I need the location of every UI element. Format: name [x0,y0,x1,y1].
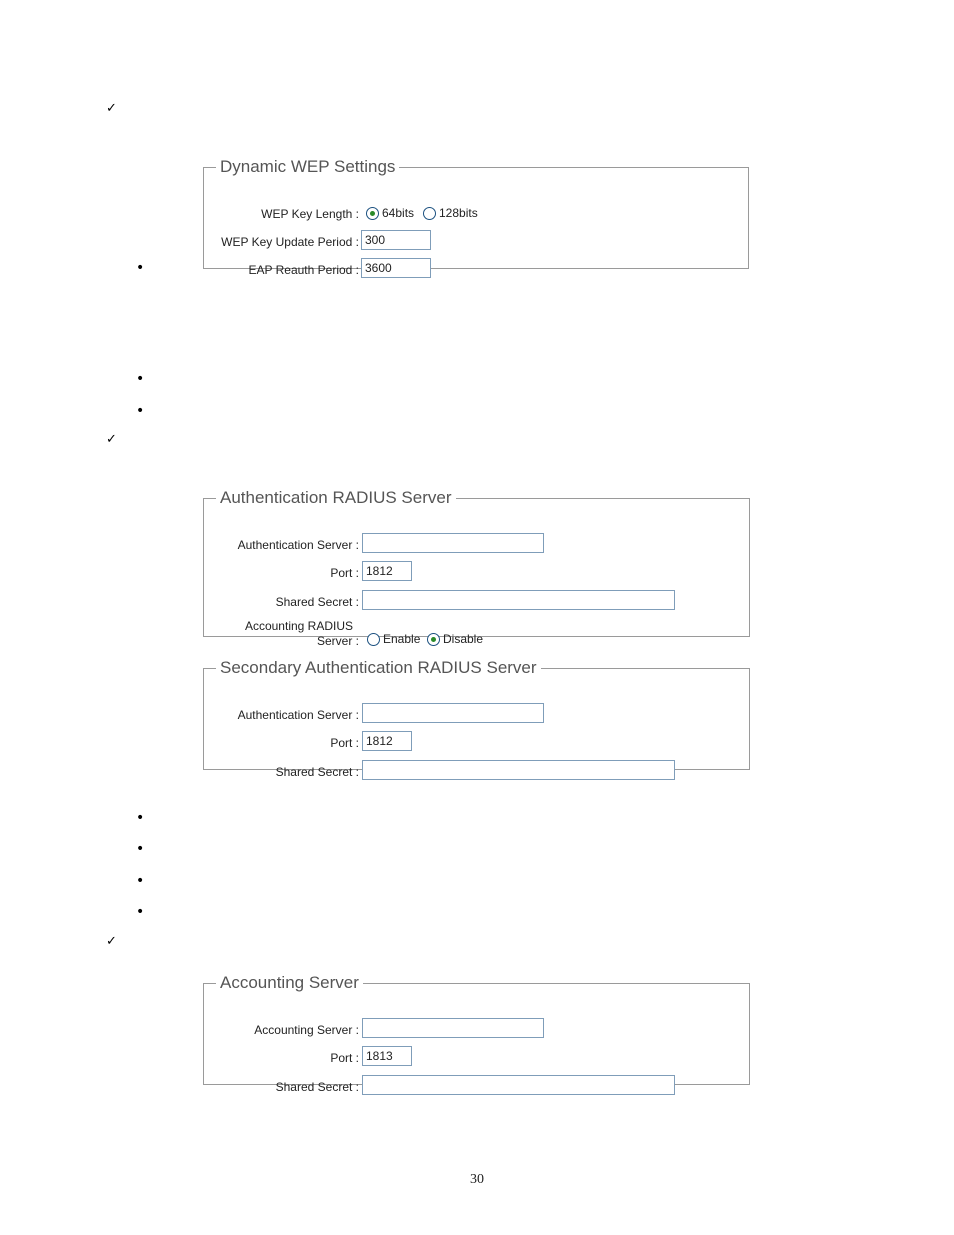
radio-enable-label: Enable [383,632,421,646]
page-number: 30 [470,1172,484,1187]
radio-128bits-indicator[interactable] [423,207,436,220]
radio-64bits[interactable] [366,206,414,220]
wep-update-period-label: WEP Key Update Period : [221,235,359,249]
accounting-server-panel [203,973,750,1094]
auth-secret-label: Shared Secret : [275,595,359,609]
accounting-port-label: Port : [330,1051,359,1065]
auth-server-input[interactable] [362,533,544,553]
auth-port-label: Port : [330,566,359,580]
secondary-radius-title: Secondary Authentication RADIUS Server [220,658,537,677]
bullet-6: • [136,873,145,889]
secondary-server-label: Authentication Server : [237,708,359,722]
radio-128bits-label: 128bits [439,206,478,220]
secondary-port-row [204,734,359,756]
check-mark-2: ✓ [106,432,117,447]
wep-key-length-row [204,205,359,227]
accounting-secret-row [204,1078,359,1100]
wep-key-length-label: WEP Key Length : [261,207,359,221]
bullet-5: • [136,841,145,857]
radio-disable-indicator[interactable] [427,633,440,646]
auth-server-row [204,536,359,558]
radio-disable[interactable] [427,632,483,646]
secondary-radius-panel [203,658,750,779]
auth-secret-input[interactable] [362,590,675,610]
secondary-secret-input[interactable] [362,760,675,780]
wep-update-period-input[interactable]: 300 [361,230,431,250]
accounting-port-input[interactable]: 1813 [362,1046,412,1066]
bullet-1: • [136,260,145,276]
auth-radius-title: Authentication RADIUS Server [220,488,452,507]
auth-radius-panel [203,488,750,648]
auth-port-input[interactable]: 1812 [362,561,412,581]
radio-disable-label: Disable [443,632,484,646]
eap-reauth-period-label: EAP Reauth Period : [248,263,359,277]
bullet-3: • [136,403,145,419]
accounting-radius-label-line1: Accounting RADIUS [244,619,353,633]
eap-reauth-period-input[interactable]: 3600 [361,258,431,278]
auth-secret-row [204,593,359,615]
radio-enable[interactable] [367,632,420,646]
auth-server-label: Authentication Server : [237,538,359,552]
check-mark-3: ✓ [106,934,117,949]
dynamic-wep-title: Dynamic WEP Settings [220,157,396,176]
accounting-server-input[interactable] [362,1018,544,1038]
bullet-2: • [136,371,145,387]
dynamic-wep-panel [203,157,749,277]
secondary-port-label: Port : [330,736,359,750]
radio-128bits[interactable] [423,206,478,220]
secondary-secret-row [204,763,359,785]
accounting-server-label: Accounting Server : [254,1023,359,1037]
accounting-secret-input[interactable] [362,1075,675,1095]
eap-reauth-row [204,261,359,283]
accounting-secret-label: Shared Secret : [275,1080,359,1094]
bullet-7: • [136,904,145,920]
wep-update-row [204,233,359,255]
check-mark-1: ✓ [106,101,117,116]
accounting-server-row [204,1021,359,1043]
secondary-server-input[interactable] [362,703,544,723]
radio-enable-indicator[interactable] [367,633,380,646]
accounting-server-title: Accounting Server [220,973,359,992]
radio-64bits-label: 64bits [382,206,415,220]
bullet-4: • [136,810,145,826]
secondary-port-input[interactable]: 1812 [362,731,412,751]
secondary-secret-label: Shared Secret : [275,765,359,779]
accounting-port-row [204,1049,359,1071]
accounting-radius-label-line2: Server : [316,634,359,648]
radio-64bits-indicator[interactable] [366,207,379,220]
auth-port-row [204,564,359,586]
secondary-server-row [204,706,359,728]
